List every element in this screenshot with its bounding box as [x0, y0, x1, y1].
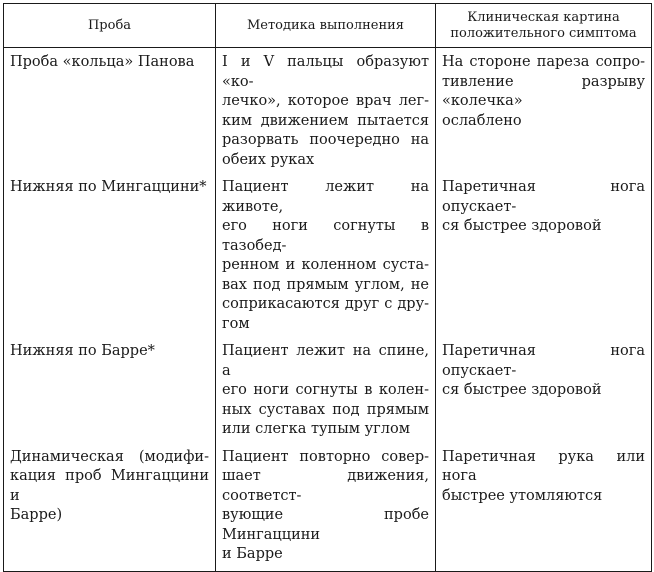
cell-line: кация проб Мингаццини и: [10, 468, 209, 504]
table-header-row: [4, 4, 652, 48]
cell-line: вующие пробе Мингаццини: [222, 507, 429, 543]
table-row: [4, 337, 652, 443]
header-method: [216, 4, 436, 48]
cell-line: ся быстрее здоровой: [442, 382, 602, 398]
cell-method: [216, 443, 436, 572]
cell-test: [4, 443, 216, 572]
cell-line: шает движения, соответст-: [222, 468, 429, 504]
cell-line: ким движением пытается: [222, 112, 429, 129]
cell-test: [4, 337, 216, 443]
cell-line: его ноги согнуты в тазобед-: [222, 218, 429, 254]
cell-line: быстрее утомляются: [442, 487, 603, 504]
cell-line: разорвать поочередно на: [222, 132, 429, 148]
header-test: [4, 4, 216, 48]
cell-test: [4, 173, 216, 337]
cell-line: обеих руках: [222, 151, 315, 168]
cell-line: или слегка тупым углом: [222, 421, 410, 437]
cell-line: лечко», которое врач лег-: [222, 93, 429, 109]
cell-result: [436, 337, 652, 443]
procedure-table: [3, 3, 652, 572]
cell-result: [436, 48, 652, 174]
table-row: [4, 173, 652, 337]
table-row: [4, 443, 652, 572]
cell-line: Паретичная нога опускает-: [442, 343, 645, 379]
cell-line: Пациент лежит на спине, а: [222, 343, 429, 379]
cell-line: Барре): [10, 507, 63, 523]
header-line: Методика выполнения: [246, 17, 404, 33]
header-line: Клиническая картина: [467, 9, 620, 25]
cell-line: вах под прямым углом, не: [222, 276, 429, 293]
cell-line: Пациент повторно совер-: [222, 448, 429, 465]
cell-line: ослаблено: [442, 112, 522, 129]
cell-method: [216, 48, 436, 174]
cell-line: Проба «кольца» Панова: [10, 54, 195, 70]
cell-line: и Барре: [222, 546, 283, 562]
cell-line: Пациент лежит на животе,: [222, 179, 429, 215]
cell-line: ренном и коленном сустa-: [222, 257, 429, 273]
header-line: Проба: [87, 17, 132, 33]
cell-line: I и V пальцы образуют «ко-: [222, 54, 429, 90]
table-row: [4, 48, 652, 174]
header-result: [436, 4, 652, 48]
cell-line: его ноги согнуты в колен-: [222, 382, 429, 398]
cell-result: [436, 173, 652, 337]
cell-line: ных суставах под прямым: [222, 401, 429, 418]
header-line: положительного симптома: [450, 25, 637, 41]
cell-result: [436, 443, 652, 572]
cell-line: Динамическая (модифи-: [10, 448, 209, 465]
cell-line: гом: [222, 315, 250, 332]
cell-line: Нижняя по Барре*: [10, 343, 155, 359]
cell-line: Нижняя по Мингаццини*: [10, 179, 207, 195]
cell-line: тивление разрыву «колечка»: [442, 73, 645, 109]
cell-line: Паретичная рука или нога: [442, 448, 645, 484]
cell-method: [216, 173, 436, 337]
cell-line: ся быстрее здоровой: [442, 218, 602, 234]
cell-line: соприкасаются друг с дру-: [222, 296, 429, 312]
cell-line: На стороне пареза сопро-: [442, 54, 645, 70]
cell-test: [4, 48, 216, 174]
cell-method: [216, 337, 436, 443]
cell-line: Паретичная нога опускает-: [442, 179, 645, 215]
